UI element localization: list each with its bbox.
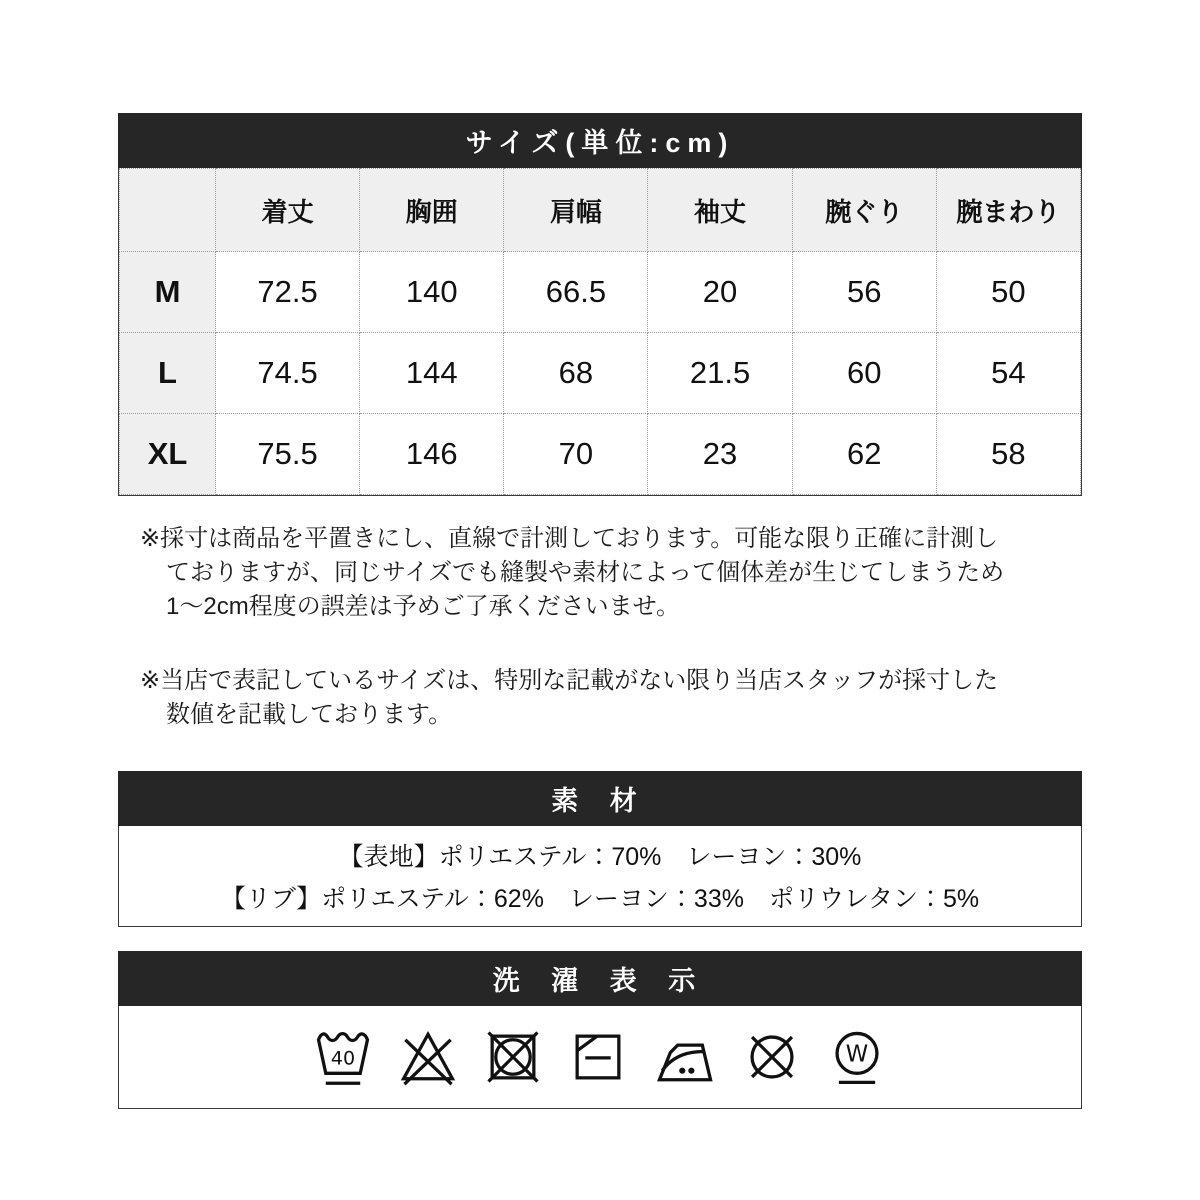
note-line: ※当店で表記しているサイズは、特別な記載がない限り当店スタッフが採寸した [140,667,999,694]
laundry-symbols-box [118,1006,1082,1109]
note-line: 数値を記載しております。 [166,701,453,728]
value-cell: 144 [360,333,504,414]
material-line-outer-fabric: 【表地】ポリエステル：70% レーヨン：30% [338,843,862,871]
material-section [118,771,1082,927]
value-cell: 23 [648,414,792,495]
do-not-bleach-icon [399,1026,457,1088]
value-cell: 50 [936,252,1080,333]
size-table-section [118,113,1082,496]
laundry-title-bar [118,951,1082,1006]
col-header-body-length: 着丈 [216,169,360,252]
size-label: L [120,333,216,414]
do-not-tumble-dry-icon [484,1026,542,1088]
col-header-arm-circumference: 腕まわり [936,169,1080,252]
size-table-title: サイズ(単位:cm) [465,128,735,158]
sizing-note [118,664,1082,732]
material-box [118,826,1082,927]
size-table-title-bar [118,113,1082,168]
table-row-xl [120,414,1081,495]
svg-text:W: W [845,1041,869,1068]
value-cell: 54 [936,333,1080,414]
svg-text:40: 40 [330,1047,356,1070]
value-cell: 72.5 [216,252,360,333]
size-table-wrap [118,168,1082,496]
value-cell: 70 [504,414,648,495]
wash-40-icon [314,1026,372,1088]
value-cell: 68 [504,333,648,414]
laundry-title: 洗 濯 表 示 [492,966,708,996]
value-cell: 140 [360,252,504,333]
content-column [118,0,1082,1109]
material-title: 素 材 [551,786,649,816]
column-header-row [120,169,1081,252]
measurement-note [118,522,1082,624]
value-cell: 62 [792,414,936,495]
col-header-armhole: 腕ぐり [792,169,936,252]
col-header-sleeve-length: 袖丈 [648,169,792,252]
value-cell: 58 [936,414,1080,495]
value-cell: 60 [792,333,936,414]
flat-dry-in-shade-icon [569,1026,627,1088]
iron-medium-icon [654,1026,716,1088]
wet-cleaning-mild-icon [828,1026,886,1088]
value-cell: 75.5 [216,414,360,495]
material-line-rib: 【リブ】ポリエステル：62% レーヨン：33% ポリウレタン：5% [220,885,980,913]
size-label: M [120,252,216,333]
value-cell: 20 [648,252,792,333]
table-row-l [120,333,1081,414]
col-header-chest: 胸囲 [360,169,504,252]
value-cell: 146 [360,414,504,495]
value-cell: 66.5 [504,252,648,333]
table-row-m [120,252,1081,333]
material-title-bar [118,771,1082,826]
note-line: ておりますが、同じサイズでも縫製や素材によって個体差が生じてしまうため [166,559,1005,586]
corner-cell [120,169,216,252]
laundry-section [118,951,1082,1109]
value-cell: 74.5 [216,333,360,414]
note-line: ※採寸は商品を平置きにし、直線で計測しております。可能な限り正確に計測し [140,525,999,552]
value-cell: 21.5 [648,333,792,414]
size-label: XL [120,414,216,495]
col-header-shoulder-width: 肩幅 [504,169,648,252]
size-table [119,168,1081,495]
note-line: 1〜2cm程度の誤差は予めご了承くださいませ。 [166,593,680,620]
value-cell: 56 [792,252,936,333]
do-not-dry-clean-icon [743,1026,801,1088]
